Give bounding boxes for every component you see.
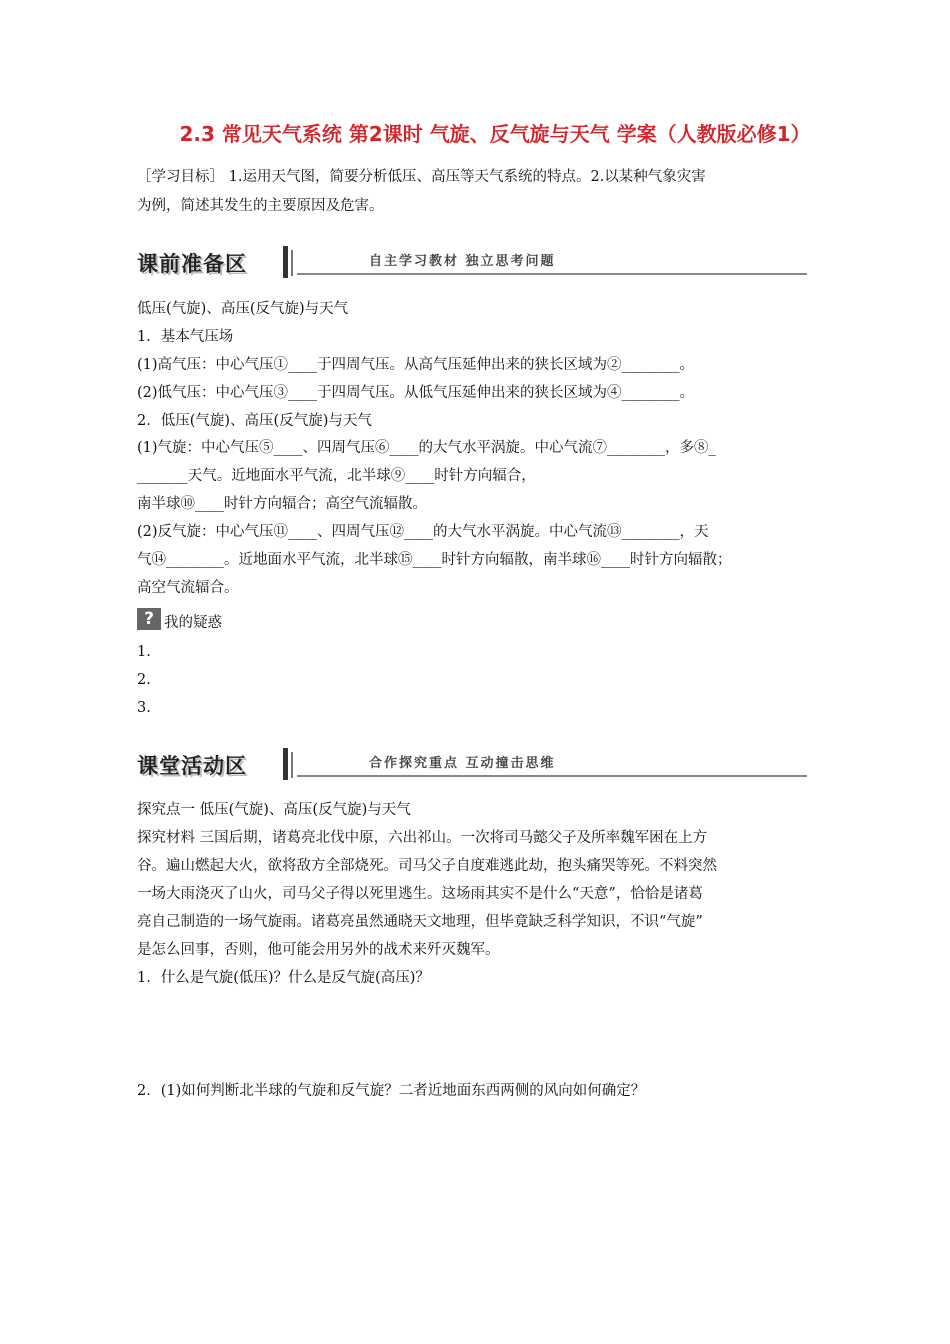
banner-slogan: 合作探究重点 互动撞击思维 <box>369 756 556 771</box>
material-line: 谷。遍山燃起大火，欲将敌方全部烧死。司马父子自度难逃此劫，抱头痛哭等死。不料突然 <box>137 858 717 874</box>
prep-heading: 低压(气旋)、高压(反气旋)与天气 <box>137 301 349 317</box>
objectives-line-1: ［学习目标］ 1.运用天气图，简要分析低压、高压等天气系统的特点。2.以某种气象灾害 <box>137 169 706 185</box>
question-1: 1．什么是气旋(低压)？什么是反气旋(高压)？ <box>137 970 430 986</box>
banner-rule <box>297 273 807 275</box>
banner-divider <box>283 748 288 780</box>
doubts-label: 我的疑惑 <box>164 615 222 631</box>
banner-slogan: 自主学习教材 独立思考问题 <box>369 254 556 269</box>
question-2: 2．(1)如何判断北半球的气旋和反气旋？二者近地面东西两侧的风向如何确定？ <box>137 1083 646 1099</box>
banner-divider <box>283 246 288 278</box>
prep-line: 气⑭________。近地面水平气流，北半球⑮____时针方向辐散，南半球⑯____时针方向辐散； <box>137 552 732 568</box>
banner-rule <box>297 775 807 777</box>
material-line: 一场大雨浇灭了山火，司马父子得以死里逃生。这场雨其实不是什么“天意”，恰恰是诸葛 <box>137 886 703 902</box>
prep-line: (2)反气旋：中心气压⑪____、四周气压⑫____的大气水平涡旋。中心气流⑬________，天 <box>137 524 709 540</box>
banner-divider <box>291 752 293 778</box>
prep-line: _______天气。近地面水平气流，北半球⑨____时针方向辐合， <box>137 468 536 484</box>
prep-line: 南半球⑩____时针方向辐合；高空气流辐散。 <box>137 496 427 512</box>
material-line: 探究材料 三国后期，诸葛亮北伐中原，六出祁山。一次将司马懿父子及所率魏军困在上方 <box>137 830 708 846</box>
prep-line: 高空气流辐合。 <box>137 580 239 596</box>
page-title: 2.3 常见天气系统 第2课时 气旋、反气旋与天气 学案（人教版必修1） <box>179 122 811 146</box>
prep-line: 2．低压(气旋)、高压(反气旋)与天气 <box>137 413 372 429</box>
section-banner-class <box>137 748 807 782</box>
question-icon: ? <box>137 608 161 630</box>
objectives-line-2: 为例，简述其发生的主要原因及危害。 <box>137 198 384 214</box>
section-banner-prep <box>137 246 807 280</box>
doubt-item: 1. <box>137 644 151 660</box>
banner-title: 课前准备区 <box>137 252 247 276</box>
banner-title: 课堂活动区 <box>137 754 247 778</box>
doubt-item: 2. <box>137 672 151 688</box>
doubt-item: 3. <box>137 700 151 716</box>
prep-line: 1．基本气压场 <box>137 329 234 345</box>
material-line: 是怎么回事，否则，他可能会用另外的战术来歼灭魏军。 <box>137 942 500 958</box>
inquiry-heading: 探究点一 低压(气旋)、高压(反气旋)与天气 <box>137 802 411 818</box>
prep-line: (1)高气压：中心气压①____于四周气压。从高气压延伸出来的狭长区域为②________。 <box>137 357 695 373</box>
prep-line: (1)气旋：中心气压⑤____、四周气压⑥____的大气水平涡旋。中心气流⑦________，多⑧_ <box>137 440 716 456</box>
material-line: 亮自己制造的一场气旋雨。诸葛亮虽然通晓天文地理，但毕竟缺乏科学知识，不识“气旋” <box>137 914 703 930</box>
prep-line: (2)低气压：中心气压③____于四周气压。从低气压延伸出来的狭长区域为④________。 <box>137 385 695 401</box>
banner-divider <box>291 250 293 276</box>
